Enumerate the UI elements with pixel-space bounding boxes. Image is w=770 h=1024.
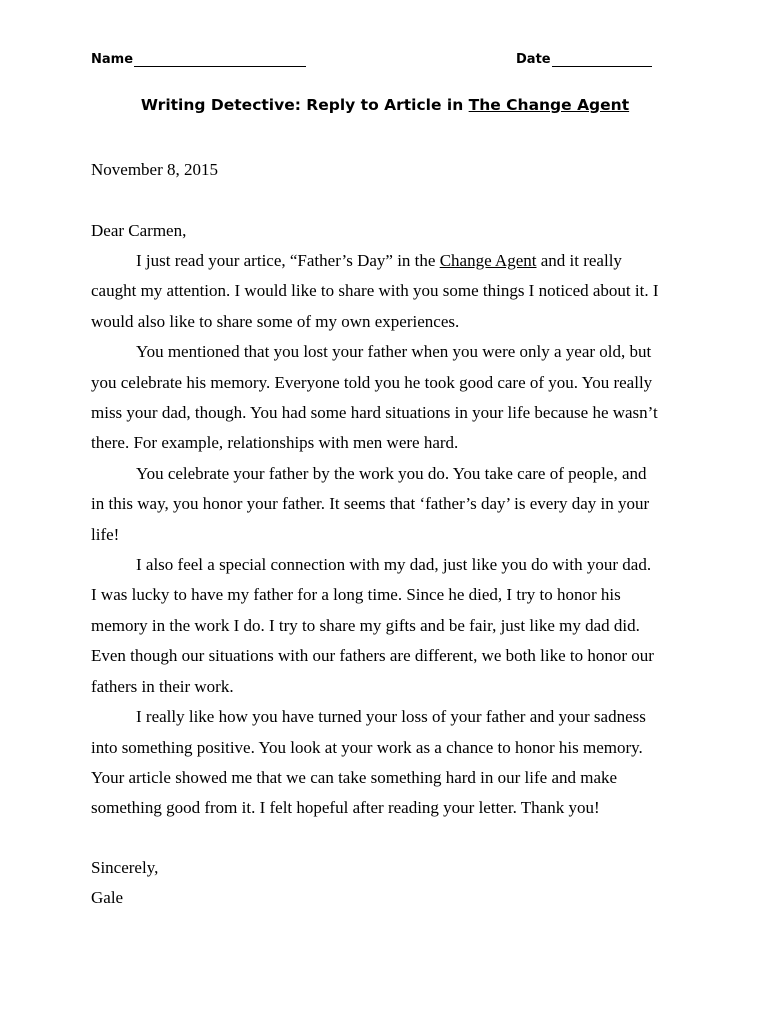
- worksheet-header: [91, 52, 661, 72]
- paragraph-1: [91, 246, 691, 337]
- name-label: Name: [91, 52, 134, 67]
- letter-greeting: Dear Carmen,: [91, 221, 187, 240]
- letter-body: [91, 246, 691, 824]
- date-label: Date: [516, 52, 551, 67]
- name-blank-line[interactable]: [134, 52, 306, 67]
- paragraph-1-end: and it really caught my attention. I would like to share with you some things I noticed about it. I would also like to share some of my own experiences.: [91, 251, 659, 331]
- paragraph-2: You mentioned that you lost your father when you were only a year old, but you celebrate his memory. Everyone told you he took good care of you. You really miss your dad, though. You had some hard situations in your life because he wasn’t there. For example, relationships with men were hard.: [91, 342, 658, 453]
- paragraph-5: I really like how you have turned your loss of your father and your sadness into something positive. You look at your work as a chance to honor his memory. Your article showed me that we can take something hard in our life and make something good from it. I felt hopeful after reading your letter. Thank you!: [91, 707, 646, 818]
- title-prefix: Writing Detective: Reply to Article in: [140, 96, 469, 114]
- paragraph-1-start: I just read your artice, “Father’s Day” in the: [136, 251, 440, 270]
- date-blank-line[interactable]: [552, 52, 652, 67]
- name-field: [91, 52, 306, 67]
- publication-reference: Change Agent: [439, 251, 537, 270]
- letter-date: November 8, 2015: [91, 160, 219, 179]
- page-title: [0, 96, 770, 114]
- letter-closing: Sincerely,: [91, 858, 159, 877]
- letter-signature: Gale: [91, 888, 124, 907]
- paragraph-4: I also feel a special connection with my dad, just like you do with your dad. I was lucky to have my father for a long time. Since he died, I try to honor his memory in the work I do. I try to share my gifts and be fair, just like my dad did. Even though our situations with our fathers are different, we both like to honor our fathers in their work.: [91, 555, 654, 696]
- paragraph-3: You celebrate your father by the work you do. You take care of people, and in this way, you honor your father. It seems that ‘father’s day’ is every day in your life!: [91, 463, 650, 544]
- date-field: [516, 52, 652, 67]
- title-publication: The Change Agent: [468, 96, 630, 114]
